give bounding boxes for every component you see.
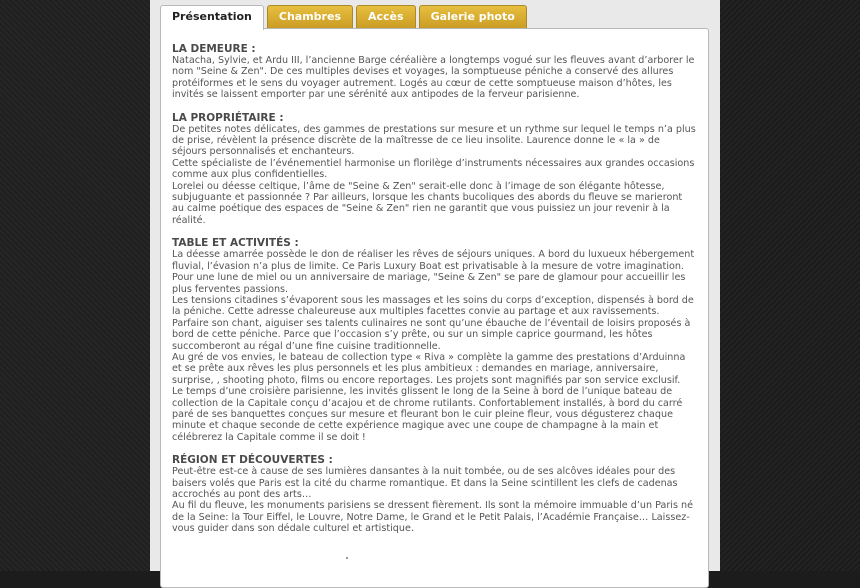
section-paragraph: Le temps d’une croisière parisienne, les invités glissent le long de la Seine à bord de l’unique bateau de collection de la Capitale conçu d’acajou et de chrome rutilants. Confortablement installés, à bord du carré paré de ses banquettes conçues sur mesure et fleurant bon le cuir pleine fleur, vous dégusterez chaque minute et chaque seconde de cette expérience magique avec une coupe de champagne à la main et célébrerez la Capitale comme il se doit !	[172, 386, 683, 443]
section-paragraph: Lorelei ou déesse celtique, l’âme de "Seine & Zen" serait-elle donc à l’image de son élégante hôtesse, subjuguante et passionnée ? Par ailleurs, lorsque les chants bucoliques des abords du fleuve se marieront au calme poétique des espaces de "Seine & Zen" rien ne garantit que vous puissiez un jour revenir à la réalité.	[172, 180, 683, 226]
tab-galerie-photo[interactable]: Galerie photo	[419, 5, 527, 29]
section-paragraph: Au fil du fleuve, les monuments parisiens se dressent fièrement. Ils sont la mémoire immuable d’un Paris né de la Seine: la Tour Eiffel, le Louvre, Notre Dame, le Grand et le Petit Palais, l’Académie Française… Laissez-vous guider dans son dédale culturel et artistique.	[172, 500, 693, 535]
section-la-proprietaire	[172, 112, 697, 227]
section-paragraph: La déesse amarrée possède le don de réaliser les rêves de séjours uniques. A bord du luxueux hébergement fluvial, l’évasion n’a plus de limite. Ce Paris Luxury Boat est privatisable à la mesure de votre imagination. Pour une lune de miel ou un anniversaire de mariage, "Seine & Zen" se pare de glamour pour accueillir les plus ferventes passions.	[172, 249, 695, 295]
tab-chambres[interactable]: Chambres	[267, 5, 353, 29]
section-region-et-decouvertes	[172, 454, 697, 534]
section-heading: LA DEMEURE :	[172, 43, 256, 55]
section-paragraph: Natacha, Sylvie, et Ardu III, l’ancienne Barge céréalière a longtemps vogué sur les fleuves avant d’arborer le nom "Seine & Zen". De ces multiples devises et voyages, la somptueuse péniche a conservé des allures protéiformes et le sens du voyager autrement. Logés au cœur de cette somptueuse maison d’hôtes, les invités se laissent emporter par une sérénité aux antipodes de la ferveur parisienne.	[172, 55, 695, 101]
tab-panel-presentation	[160, 28, 709, 588]
tab-presentation[interactable]: Présentation	[160, 5, 264, 30]
content-frame	[150, 0, 720, 571]
section-heading: LA PROPRIÉTAIRE :	[172, 111, 284, 124]
section-table-et-activites	[172, 237, 697, 443]
tab-bar	[160, 5, 527, 29]
section-paragraph: Peut-être est-ce à cause de ses lumières dansantes à la nuit tombée, ou de ses alcôves idéales pour des baisers volés que Paris est la cité du charme romantique. Et dans la Seine scintillent les clefs de cadenas accrochés au pont des arts…	[172, 466, 678, 500]
section-heading: TABLE ET ACTIVITÉS :	[172, 237, 299, 250]
section-paragraph: De petites notes délicates, des gammes de prestations sur mesure et un rythme sur lequel le temps n’a plus de prise, révèlent la présence discrète de la maîtresse de ce lieu insolite. Laurence donne le « la » de séjours personnalisés et enchanteurs.	[172, 123, 696, 158]
section-paragraph: Les tensions citadines s’évaporent sous les massages et les soins du corps d’exception, dispensés à bord de la péniche. Cette adresse chaleureuse aux multiples facettes convie au partage et aux ravissements. Parfaire son chant, aiguiser ses talents culinaires ne sont qu’une ébauche de l’éventail de loisirs proposés à bord de cette péniche. Parce que l’occasion s’y prête, ou sur un simple caprice gourmand, les hôtes succomberont au régal d’une fine cuisine traditionnelle.	[172, 294, 694, 352]
stray-dot	[346, 557, 348, 559]
page-background-right	[720, 0, 860, 571]
section-heading: RÉGION ET DÉCOUVERTES :	[172, 454, 333, 467]
section-la-demeure	[172, 43, 697, 101]
page-background-left	[0, 0, 150, 571]
section-paragraph: Au gré de vos envies, le bateau de collection type « Riva » complète la gamme des prestations d’Arduinna et se prête aux rêves les plus personnels et les plus ambitieux : demandes en mariage, anniversaire, surprise, , shooting photo, films ou encore reportages. Les projets sont magnifiés par son service exclusif.	[172, 351, 686, 386]
tab-acces[interactable]: Accès	[356, 5, 416, 29]
section-paragraph: Cette spécialiste de l’événementiel harmonise un florilège d’instruments nécessaires aux grandes occasions comme aux plus confidentielles.	[172, 157, 695, 181]
